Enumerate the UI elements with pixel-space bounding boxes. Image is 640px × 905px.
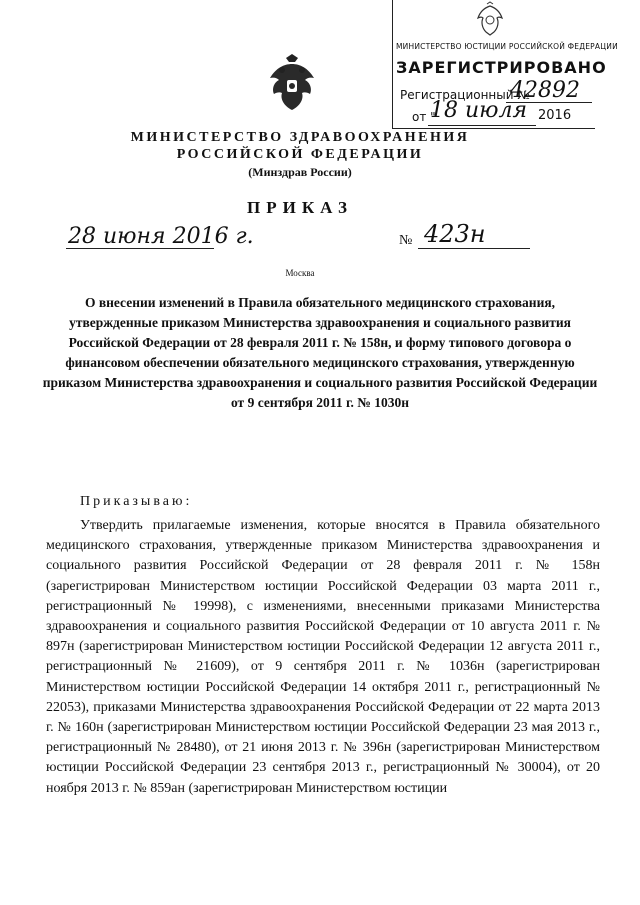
order-number-underline <box>418 248 530 249</box>
stamp-registration-number: 42892 <box>510 78 580 103</box>
stamp-registration-date: 18 июля <box>430 98 528 123</box>
order-number-label: № <box>399 233 413 248</box>
stamp-registration-label: Регистрационный № <box>400 88 530 102</box>
document-title: О внесении изменений в Правила обязательного медицинского страхования, утвержденные приказом Министерства здравоохранения и социального развития Российской Федерации от 28 февраля 2011 г. № 158н, и форму типового договора о финансовом обеспечении обязательного медицинского страхования, утвержденную приказом Министерства здравоохранения и социального развития Российской Федерации от 9 сентября 2011 г. № 1030н <box>42 295 598 410</box>
body-paragraph: Утвердить прилагаемые изменения, которые вносятся в Правила обязательного медицинского страхования, утвержденные приказом Министерства здравоохранения и социального развития Российской Федерации от 28 февраля 2011 г. № 158н (зарегистрирован Министерством юстиции Российской Федерации 03 марта 2011 г., регистрационный № 19998), с изменениями, внесенными приказами Министерства здравоохранения и социального развития Российской Федерации от 10 августа 2011 г. № 897н (зарегистрирован Министерством юстиции Российской Федерации 12 августа 2011 г., регистрационный № 21609), от 9 сентября 2011 г. № 1036н (зарегистрирован Министерством юстиции Российской Федерации 14 октября 2011 г., регистрационный № 22053), приказами Министерства здравоохранения Российской Федерации от 22 марта 2013 г. № 160н (зарегистрирован Министерством юстиции Российской Федерации 23 мая 2013 г., регистрационный № 28480), от 21 июня 2013 г. № 396н (зарегистрирован Министерством юстиции Российской Федерации 23 сентября 2013 г., регистрационный № 30004), от 20 ноября 2013 г. № 859ан (зарегистрирован Министерством юстиции <box>46 518 600 796</box>
document-type: ПРИКАЗ <box>247 198 353 217</box>
ministry-short-name: (Минздрав России) <box>248 165 352 179</box>
stamp-emblem-icon <box>470 2 510 38</box>
order-date-underline <box>66 248 214 249</box>
coat-of-arms-icon <box>264 52 320 114</box>
stamp-registration-year: 2016 <box>538 108 572 123</box>
stamp-date-underline <box>428 125 536 126</box>
stamp-ministry-name: МИНИСТЕРСТВО ЮСТИЦИИ РОССИЙСКОЙ ФЕДЕРАЦИИ <box>396 42 618 51</box>
stamp-from-label: от " <box>412 110 436 124</box>
order-verb: Приказываю: <box>80 494 193 509</box>
city: Москва <box>285 268 315 278</box>
ministry-name: МИНИСТЕРСТВО ЗДРАВООХРАНЕНИЯ <box>130 130 470 145</box>
order-date: 28 июня 2016 г. <box>68 224 254 249</box>
ministry-name-line2: РОССИЙСКОЙ ФЕДЕРАЦИИ <box>176 147 424 162</box>
order-number: 423н <box>424 220 486 248</box>
stamp-registered-label: ЗАРЕГИСТРИРОВАНО <box>396 58 607 77</box>
